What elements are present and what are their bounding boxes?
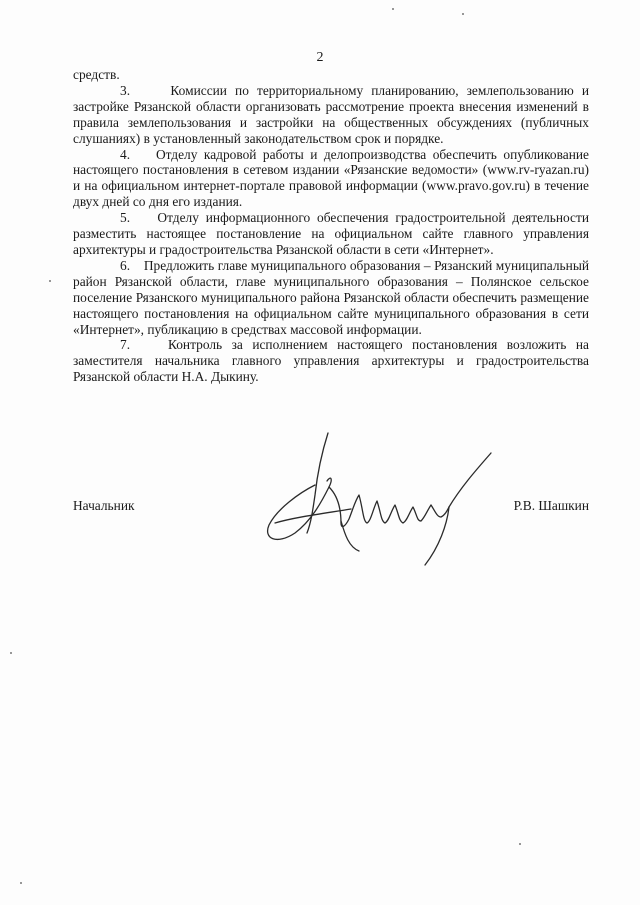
paragraph-item-6: 6. Предложить главе муниципального образования – Рязанский муниципальный район Рязанской области, главе муниципального образования – Полянское сельское поселение Рязанского муниципального района Рязанской области обеспечить размещение настоящего постановления на официальном сайте муниципального образования в сети «Интернет», публикацию в средствах массовой информации. (73, 257, 589, 337)
scan-speck (20, 882, 22, 884)
scan-speck (392, 8, 394, 10)
paragraph-item-3: 3. Комиссии по территориальному планированию, землепользованию и застройке Рязанской области организовать рассмотрение проекта внесения изменений в правила землепользования и застройки на общественных обсуждениях (публичных слушаниях) в установленный законодательством срок и порядке. (73, 82, 589, 146)
paragraph-continuation: средств. (73, 67, 120, 82)
document-body (73, 67, 589, 385)
paragraph-item-7: 7. Контроль за исполнением настоящего постановления возложить на заместителя начальника главного управления архитектуры и градостроительства Рязанской области Н.А. Дыкину. (73, 337, 589, 385)
scan-speck (10, 652, 12, 654)
handwritten-signature (255, 425, 500, 570)
scan-speck (49, 280, 51, 282)
signatory-name: Р.В. Шашкин (513, 498, 589, 513)
paragraph-item-5: 5. Отделу информационного обеспечения градостроительной деятельности разместить настоящее постановление на официальном сайте главного управления архитектуры и градостроительства Рязанской области в сети «Интернет». (73, 210, 589, 257)
scan-speck (519, 843, 521, 845)
page-number: 2 (316, 50, 324, 65)
signatory-title: Начальник (73, 498, 135, 513)
scan-speck (462, 13, 464, 15)
paragraph-item-4: 4. Отделу кадровой работы и делопроизводства обеспечить опубликование настоящего постановления в сетевом издании «Рязанские ведомости» (www.rv-ryazan.ru) и на официальном интернет-портале правовой информации (www.pravo.gov.ru) в течение двух дней со дня его издания. (73, 146, 589, 210)
